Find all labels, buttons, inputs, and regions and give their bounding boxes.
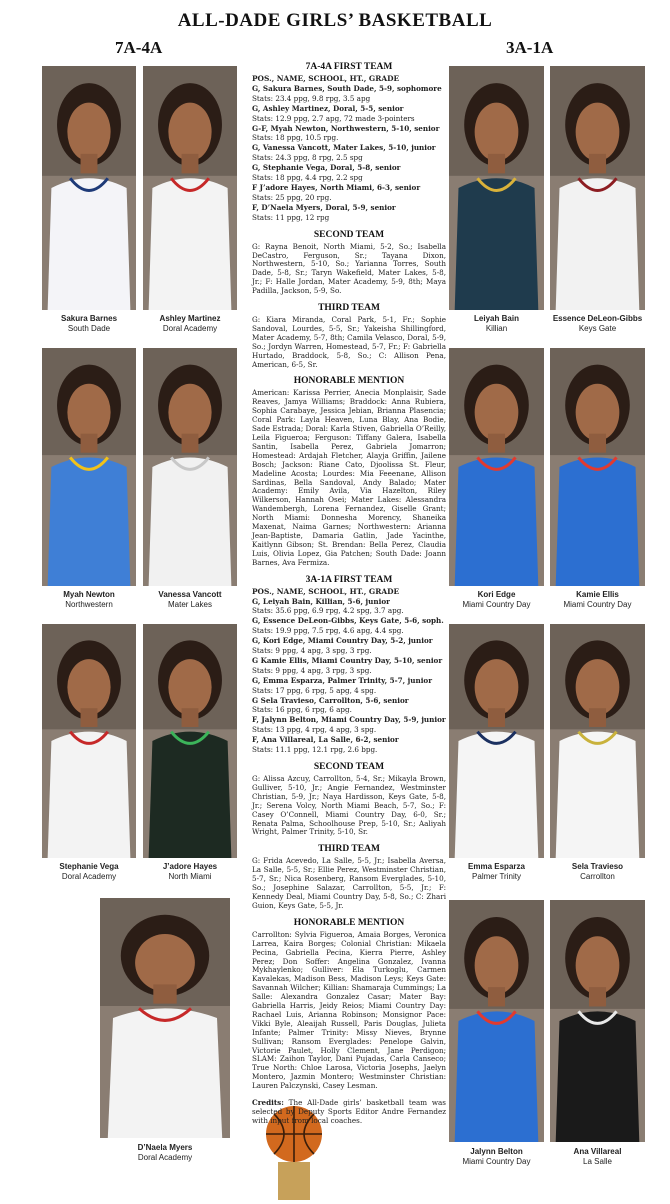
second-team-7a-heading: SECOND TEAM: [313, 229, 385, 240]
stats-line: Stats: 16 ppg, 6 rpg, 6 apg.: [252, 705, 352, 715]
section-header-3a-1a: 3A-1A: [506, 38, 554, 57]
stats-line: Stats: 35.6 ppg, 6.9 rpg, 4.2 spg, 3.7 apg.: [252, 606, 404, 616]
stats-line: Stats: 13 ppg, 4 rpg, 4 apg, 3 spg.: [252, 725, 377, 735]
stats-line: Stats: 18 ppg, 4.4 rpg, 2.2 spg: [252, 173, 363, 183]
player-caption: D’Naela Myers Doral Academy: [137, 1143, 193, 1162]
player-caption: Myah Newton Northwestern: [63, 590, 115, 609]
player-caption: Ashley Martinez Doral Academy: [159, 314, 221, 333]
second-team-7a-text: G: Rayna Benoit, North Miami, 5-2, So.; Isabella DeCastro, Ferguson, Sr.; Tayana Dixon, Northwestern, 5-10, So.; Yarianna Torres, South Dade, 5-8, Sr.; Taryn Wakefield, Mater Lakes, 5-8, Jr.; F: Halle Jordan, Mater Academy, 5-9, 8th; Maya Padilla, Jackson, 5-9, So.: [252, 241, 446, 296]
player-line: F, D’Naela Myers, Doral, 5-9, senior: [252, 202, 396, 212]
first-team-7a-heading: 7A-4A FIRST TEAM: [305, 62, 393, 72]
player-photo: [42, 624, 136, 858]
player-line: G, Ashley Martinez, Doral, 5-5, senior: [252, 103, 404, 113]
stats-line: Stats: 25 ppg, 20 rpg.: [252, 192, 332, 202]
third-team-7a-heading: THIRD TEAM: [318, 303, 380, 314]
player-photo: [550, 624, 645, 858]
player-portrait-icon: [449, 624, 544, 858]
third-team-3a-heading: THIRD TEAM: [318, 844, 380, 855]
player-line: G Sela Travieso, Carrollton, 5-6, senior: [252, 695, 409, 705]
hm-3a-heading: HONORABLE MENTION: [293, 917, 405, 928]
player-caption: Essence DeLeon-Gibbs Keys Gate: [552, 314, 643, 333]
stats-line: Stats: 18 ppg, 10.5 rpg.: [252, 133, 339, 143]
stats-line: Stats: 19.9 ppg, 7.5 rpg, 4.6 apg, 4.4 spg.: [252, 626, 404, 636]
player-line: G, Leiyah Bain, Killian, 5-6, junior: [252, 596, 390, 606]
player-portrait-icon: [550, 66, 645, 310]
player-photo: [100, 898, 230, 1138]
stats-line: Stats: 17 ppg, 6 rpg, 5 apg, 4 spg.: [252, 685, 377, 695]
player-portrait-icon: [550, 624, 645, 858]
hm-3a-text: Carrollton: Sylvia Figueroa, Amaia Borges, Veronica Larrea, Kaira Borges; Colonial Christian: Mikaela Pecina, Gabriella Pecina, Kierra Pierre, Ashley Perez; Don Soffer: Angelina Gonzalez, Ivanna Mykhaylenko; Gulliver: Ela Turkoglu, Carmen Kavalekas, Madison Bess, Madison Leys; Keys Gate: Savannah Wilcher; Killian: Shamaraja Cummings; La Salle: Alexandra Gonzalez Casar; Mater Bay: Gabriella Harris, Jeidy Reios; Miami Country Day: Rachael Luis, Arianna Robinson; Monsignor Pace: Vikki Byle, Aleaijah Russell, Paris Douglas, Julieta Infante; Palmer Trinity: Missy Nieves, Brynne Sullivan; Ransom Everglades: Penelope Galvin, Victorie Paulet, Holly Clement, Jane Perdigon; SLAM: Zaihon Taylor, Dani Pujadas, Carla Canseco; True North: Chloe Larosa, Victoria Josephs, Jaelyn Montero, Jazmin Montero; Westminster Christian: Lauren Palczynski, Casey Lesman.: [252, 929, 446, 1091]
player-line: G-F, Myah Newton, Northwestern, 5-10, senior: [252, 123, 440, 133]
first-team-3a-heading: 3A-1A FIRST TEAM: [305, 574, 393, 585]
player-photo: [550, 900, 645, 1142]
player-photo: [449, 624, 544, 858]
stats-line: Stats: 12.9 ppg, 2.7 apg, 72 made 3-pointers: [252, 113, 415, 123]
player-line: G, Essence DeLeon-Gibbs, Keys Gate, 5-6, soph.: [252, 616, 444, 626]
third-team-3a-text: G: Frida Acevedo, La Salle, 5-5, Jr.; Isabella Aversa, La Salle, 5-5, Sr.; Ellie Perez, Westminster Christian, 5-7, Sr.; Nica Rosenberg, Ransom Everglades, 5-10, So.; Josephine Salazar, Carrollton, 5-5, Jr.; F: Kennedy Deal, Miami Country Day, 5-8, So.; C: Zhari Guion, Keys Gate, 5-5, Jr.: [252, 856, 446, 910]
player-portrait-icon: [143, 624, 237, 858]
player-caption: Sakura Barnes South Dade: [60, 314, 118, 333]
pos-header: POS., NAME, SCHOOL, HT., GRADE: [252, 74, 400, 83]
player-portrait-icon: [100, 898, 230, 1138]
roster-text-column: [252, 62, 446, 1127]
player-line: F J’adore Hayes, North Miami, 6-3, senior: [252, 182, 421, 192]
player-photo: [449, 348, 544, 586]
first-team-7a-list: [252, 85, 446, 223]
player-caption: Ana Villareal La Salle: [573, 1147, 622, 1166]
second-team-3a-text: G: Alissa Azcuy, Carrollton, 5-4, Sr.; Mikayla Brown, Gulliver, 5-10, Jr.; Angie Fernandez, Westminster Christian, 5-9, Jr.; Naya Hardisson, Keys Gate, 5-8, Jr.; Serena Volcy, North Miami Beach, 5-7, So.; F: Casey O’Connell, Miami Country Day, 6-0, Sr.; Renata Palma, Schoolhouse Prep, 5-10, Sr.; Aaliyah Wright, Palmer Trinity, 5-10, Sr.: [252, 774, 446, 837]
pos-header: POS., NAME, SCHOOL, HT., GRADE: [252, 586, 400, 596]
player-line: G Kamie Ellis, Miami Country Day, 5-10, senior: [252, 655, 443, 665]
player-photo: [449, 66, 544, 310]
third-team-7a-text: G: Kiara Miranda, Coral Park, 5-1, Fr.; Sophie Sandoval, Lourdes, 5-5, Sr.; Yakeisha Shillingford, Mater Academy, 5-7, 8th; Camila Velasco, Doral, 5-9, So.; Jordyn Warren, Homestead, 5-7, Fr.; F: Gabriella Hurtado, Braddock, 5-8, So.; C: Allison Pena, American, 6-5, Sr.: [252, 315, 446, 369]
credits-text: The All-Dade girls’ basketball team was selected by Deputy Sports Editor Andre Fernandez with input from local coaches.: [252, 1098, 446, 1125]
stats-line: Stats: 9 ppg, 4 apg, 3 spg, 3 rpg.: [252, 646, 372, 656]
section-header-7a-4a: 7A-4A: [115, 38, 163, 57]
player-line: G, Sakura Barnes, South Dade, 5-9, sophomore: [252, 83, 442, 93]
player-caption: Kori Edge Miami Country Day: [462, 590, 531, 609]
player-portrait-icon: [42, 66, 136, 310]
player-photo: [143, 66, 237, 310]
player-portrait-icon: [550, 900, 645, 1142]
player-line: F, Jalynn Belton, Miami Country Day, 5-9, junior: [252, 715, 446, 725]
player-caption: J’adore Hayes North Miami: [162, 862, 218, 881]
first-team-3a-list: [252, 598, 446, 756]
player-photo: [42, 66, 136, 310]
player-portrait-icon: [42, 624, 136, 858]
stats-line: Stats: 11.1 ppg, 12.1 rpg, 2.6 bpg.: [252, 745, 378, 755]
player-line: G, Vanessa Vancott, Mater Lakes, 5-10, junior: [252, 143, 436, 153]
stats-line: Stats: 11 ppg, 12 rpg: [252, 212, 330, 222]
stats-line: Stats: 23.4 ppg, 9.8 rpg, 3.5 apg: [252, 93, 371, 103]
player-caption: Vanessa Vancott Mater Lakes: [158, 590, 222, 609]
player-photo: [449, 900, 544, 1142]
player-portrait-icon: [449, 900, 544, 1142]
stats-line: Stats: 9 ppg, 4 apg, 3 rpg, 3 spg.: [252, 665, 372, 675]
player-caption: Emma Esparza Palmer Trinity: [468, 862, 525, 881]
credits-label: Credits:: [252, 1098, 284, 1108]
second-team-3a-heading: SECOND TEAM: [313, 762, 385, 772]
player-line: G, Emma Esparza, Palmer Trinity, 5-7, junior: [252, 675, 433, 685]
player-line: G, Stephanie Vega, Doral, 5-8, senior: [252, 163, 401, 173]
credits: [252, 1099, 446, 1126]
hm-7a-text: American: Karissa Perrier, Anecia Monplaisir, Sade Reaves, Jamya Williams; Braddock: Anna Rubiera, Sophia Carabaye, Jessica Jebian, Brianna Plasencia; Coral Park: Layla Heaven, Luna Blay, Ana Bodie, Sade Estrada; Doral: Karla Stiven, Gabriella O’Reilly, Leila Figueroa; Ferguson: Tiffany Galera, Isabella Santin, Isabella Perez, Gabriela Jomarron; Homestead: Ardajah Fletcher, Alayja Griffin, Jailene Bosch; Jackson: Riane Cato, Djoolissa St. Fleur, Madeline Acosta; Lourdes: Mia Feeenane, Allison Sardinas, Bella Sandoval, Andy Balado; Mater Academy: Emily Avila, Via Hazelton, Riley Wilkerson, Hannah Osei; Mater Lakes: Alessandra Wandembergh, Lorena Fernandez, Giselle Grant; North Miami: Donnesha Morency, Shaneika Maxenat, Naima Garnes; Northwestern: Arianna Jean-Baptiste, Damaria Gatlin, Jade Yacinthe, Kaitlynn Gibson; St. Brendan: Bella Perez, Claudia Luis, Olivia Lopez, Gia Patchen; South Dade: Joann Barnes, Ava Fermiza.: [252, 388, 446, 567]
player-caption: Jalynn Belton Miami Country Day: [462, 1147, 531, 1166]
player-photo: [550, 348, 645, 586]
player-portrait-icon: [550, 348, 645, 586]
player-line: F, Ana Villareal, La Salle, 6-2, senior: [252, 735, 399, 745]
player-portrait-icon: [143, 66, 237, 310]
player-caption: Kamie Ellis Miami Country Day: [563, 590, 632, 609]
player-line: G, Kori Edge, Miami Country Day, 5-2, junior: [252, 636, 433, 646]
page-title: ALL-DADE GIRLS’ BASKETBALL: [177, 10, 493, 31]
hm-7a-heading: HONORABLE MENTION: [293, 376, 405, 387]
player-caption: Sela Travieso Carrollton: [571, 862, 624, 881]
player-photo: [42, 348, 136, 586]
player-caption: Leiyah Bain Killian: [474, 314, 519, 333]
stats-line: Stats: 24.3 ppg, 8 rpg, 2.5 spg: [252, 153, 363, 163]
player-portrait-icon: [449, 348, 544, 586]
player-photo: [550, 66, 645, 310]
player-photo: [143, 348, 237, 586]
player-caption: Stephanie Vega Doral Academy: [59, 862, 119, 881]
player-photo: [143, 624, 237, 858]
player-portrait-icon: [143, 348, 237, 586]
player-portrait-icon: [42, 348, 136, 586]
player-portrait-icon: [449, 66, 544, 310]
